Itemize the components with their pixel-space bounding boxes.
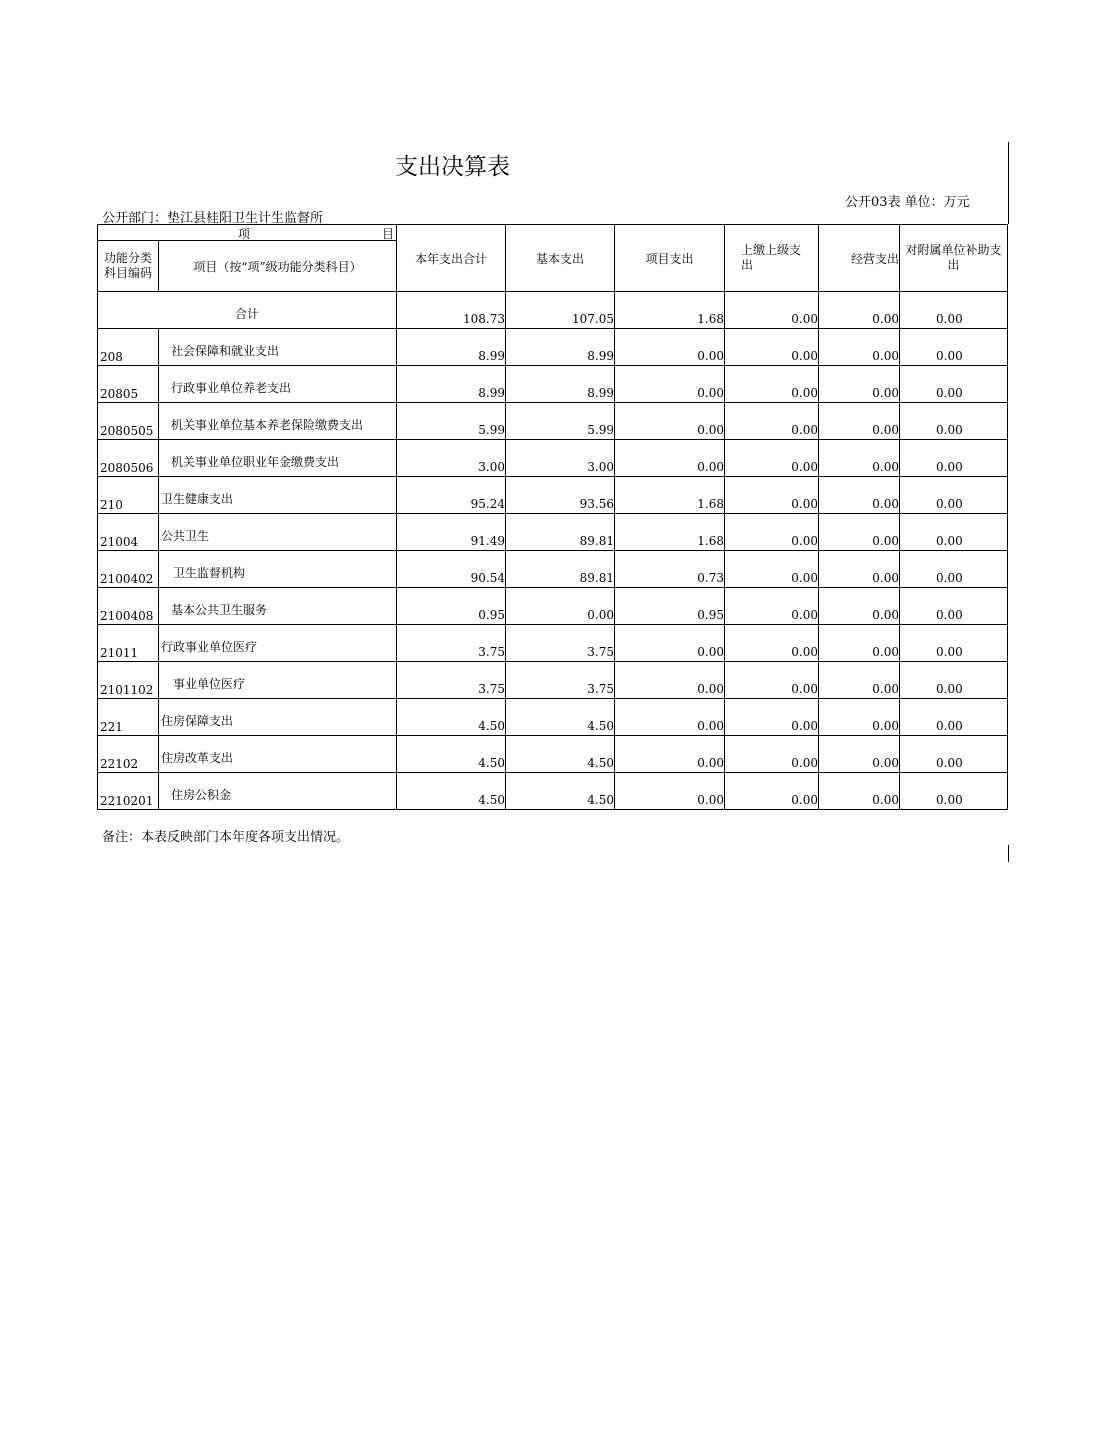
row-name: 基本公共卫生服务: [159, 588, 397, 625]
cell: 0.00: [900, 477, 1008, 514]
department-label: 公开部门：垫江县桂阳卫生计生监督所: [102, 211, 324, 226]
cell: 0.00: [900, 366, 1008, 403]
cell: 90.54: [397, 551, 506, 588]
cell: 4.50: [397, 736, 506, 773]
row-name: 卫生健康支出: [159, 477, 397, 514]
row-name: 住房公积金: [159, 773, 397, 810]
row-name: 社会保障和就业支出: [159, 329, 397, 366]
cell: 0.00: [819, 329, 900, 366]
cell: 0.00: [819, 625, 900, 662]
cell: 0.95: [397, 588, 506, 625]
cell: 0.00: [725, 625, 819, 662]
cell: 0.00: [900, 403, 1008, 440]
row-name: 住房保障支出: [159, 699, 397, 736]
row-name: 卫生监督机构: [159, 551, 397, 588]
row-code: 2100408: [98, 588, 159, 625]
cell: 8.99: [506, 329, 615, 366]
cell: 0.00: [900, 588, 1008, 625]
cell: 0.00: [725, 403, 819, 440]
row-code: 2080506: [98, 440, 159, 477]
cell: 8.99: [397, 366, 506, 403]
cell: 0.00: [725, 329, 819, 366]
table-row: [98, 366, 1008, 403]
cell: 0.00: [900, 440, 1008, 477]
cell: 0.00: [819, 514, 900, 551]
cell: 0.00: [725, 366, 819, 403]
cell: 0.00: [819, 440, 900, 477]
cell: 8.99: [506, 366, 615, 403]
header-name-col: 项目（按“项”级功能分类科目）: [159, 241, 397, 292]
cell: 0.00: [819, 551, 900, 588]
cell: 93.56: [506, 477, 615, 514]
cell: 3.75: [506, 662, 615, 699]
cell: 0.00: [725, 477, 819, 514]
row-code: 20805: [98, 366, 159, 403]
cell: 0.00: [819, 292, 900, 329]
cell: 89.81: [506, 514, 615, 551]
cell: 95.24: [397, 477, 506, 514]
cell: 89.81: [506, 551, 615, 588]
cell: 0.00: [900, 699, 1008, 736]
total-label: 合计: [98, 292, 397, 329]
cell: 0.00: [615, 440, 725, 477]
cell: 0.00: [819, 588, 900, 625]
cell: 0.00: [506, 588, 615, 625]
row-code: 2210201: [98, 773, 159, 810]
row-name: 行政事业单位医疗: [159, 625, 397, 662]
row-code: 2080505: [98, 403, 159, 440]
right-border-line-top: [1008, 142, 1009, 224]
cell: 4.50: [506, 773, 615, 810]
cell: 0.00: [615, 403, 725, 440]
cell: 0.00: [615, 662, 725, 699]
header-business-col: 经营支出: [819, 225, 900, 292]
table-row: [98, 588, 1008, 625]
row-code: 210: [98, 477, 159, 514]
cell: 1.68: [615, 292, 725, 329]
cell: 0.00: [819, 477, 900, 514]
table-row: [98, 625, 1008, 662]
cell: 0.00: [725, 736, 819, 773]
table-row: [98, 514, 1008, 551]
row-name: 住房改革支出: [159, 736, 397, 773]
cell: 3.75: [397, 625, 506, 662]
cell: 0.00: [615, 625, 725, 662]
cell: 4.50: [506, 699, 615, 736]
cell: 107.05: [506, 292, 615, 329]
header-xiangmu: [98, 225, 397, 241]
table-row: [98, 440, 1008, 477]
row-name: 机关事业单位职业年金缴费支出: [159, 440, 397, 477]
header-xiangmu-right: 目: [381, 227, 394, 241]
row-code: 221: [98, 699, 159, 736]
cell: 108.73: [397, 292, 506, 329]
cell: 0.00: [900, 551, 1008, 588]
cell: 4.50: [506, 736, 615, 773]
cell: 0.73: [615, 551, 725, 588]
cell: 0.00: [615, 736, 725, 773]
row-name: 机关事业单位基本养老保险缴费支出: [159, 403, 397, 440]
cell: 4.50: [397, 699, 506, 736]
table-row: [98, 773, 1008, 810]
cell: 3.00: [506, 440, 615, 477]
cell: 0.00: [725, 662, 819, 699]
form-number-unit: 公开03表 单位：万元: [845, 195, 970, 210]
cell: 0.00: [819, 773, 900, 810]
cell: 3.75: [506, 625, 615, 662]
cell: 8.99: [397, 329, 506, 366]
right-border-line-bottom: [1008, 845, 1009, 862]
page-title: 支出决算表: [395, 154, 510, 180]
cell: 0.00: [725, 551, 819, 588]
row-code: 21011: [98, 625, 159, 662]
header-subsidy-col: 对附属单位补助支出: [900, 225, 1008, 292]
cell: 0.00: [725, 699, 819, 736]
row-code: 21004: [98, 514, 159, 551]
cell: 0.00: [725, 292, 819, 329]
row-code: 208: [98, 329, 159, 366]
cell: 0.00: [819, 736, 900, 773]
row-name: 公共卫生: [159, 514, 397, 551]
cell: 0.00: [819, 403, 900, 440]
cell: 91.49: [397, 514, 506, 551]
cell: 5.99: [506, 403, 615, 440]
row-code: 22102: [98, 736, 159, 773]
cell: 0.00: [615, 366, 725, 403]
expenditure-table: [97, 224, 1008, 810]
cell: 0.00: [819, 662, 900, 699]
table-row: [98, 699, 1008, 736]
header-code-col: 功能分类科目编码: [98, 241, 159, 292]
header-upper-col: 上缴上级支出: [725, 225, 819, 292]
table-row: [98, 551, 1008, 588]
cell: 3.00: [397, 440, 506, 477]
cell: 0.00: [900, 292, 1008, 329]
cell: 0.00: [615, 329, 725, 366]
total-row: [98, 292, 1008, 329]
table-row: [98, 477, 1008, 514]
cell: 1.68: [615, 477, 725, 514]
cell: 0.00: [900, 625, 1008, 662]
cell: 3.75: [397, 662, 506, 699]
cell: 0.00: [725, 514, 819, 551]
cell: 1.68: [615, 514, 725, 551]
cell: 0.00: [900, 662, 1008, 699]
cell: 0.00: [725, 440, 819, 477]
table-row: [98, 662, 1008, 699]
row-code: 2100402: [98, 551, 159, 588]
footnote: 备注：本表反映部门本年度各项支出情况。: [102, 830, 350, 845]
header-project-col: 项目支出: [615, 225, 725, 292]
table-row: [98, 329, 1008, 366]
header-basic-col: 基本支出: [506, 225, 615, 292]
cell: 0.00: [900, 329, 1008, 366]
row-code: 2101102: [98, 662, 159, 699]
cell: 4.50: [397, 773, 506, 810]
cell: 0.00: [819, 699, 900, 736]
cell: 0.00: [615, 773, 725, 810]
header-xiangmu-left: 项: [238, 227, 251, 241]
cell: 0.95: [615, 588, 725, 625]
row-name: 行政事业单位养老支出: [159, 366, 397, 403]
cell: 0.00: [819, 366, 900, 403]
cell: 0.00: [900, 773, 1008, 810]
row-name: 事业单位医疗: [159, 662, 397, 699]
cell: 0.00: [725, 773, 819, 810]
table-row: [98, 736, 1008, 773]
cell: 0.00: [615, 699, 725, 736]
cell: 0.00: [900, 736, 1008, 773]
header-total-col: 本年支出合计: [397, 225, 506, 292]
table-row: [98, 403, 1008, 440]
cell: 0.00: [725, 588, 819, 625]
cell: 5.99: [397, 403, 506, 440]
cell: 0.00: [900, 514, 1008, 551]
